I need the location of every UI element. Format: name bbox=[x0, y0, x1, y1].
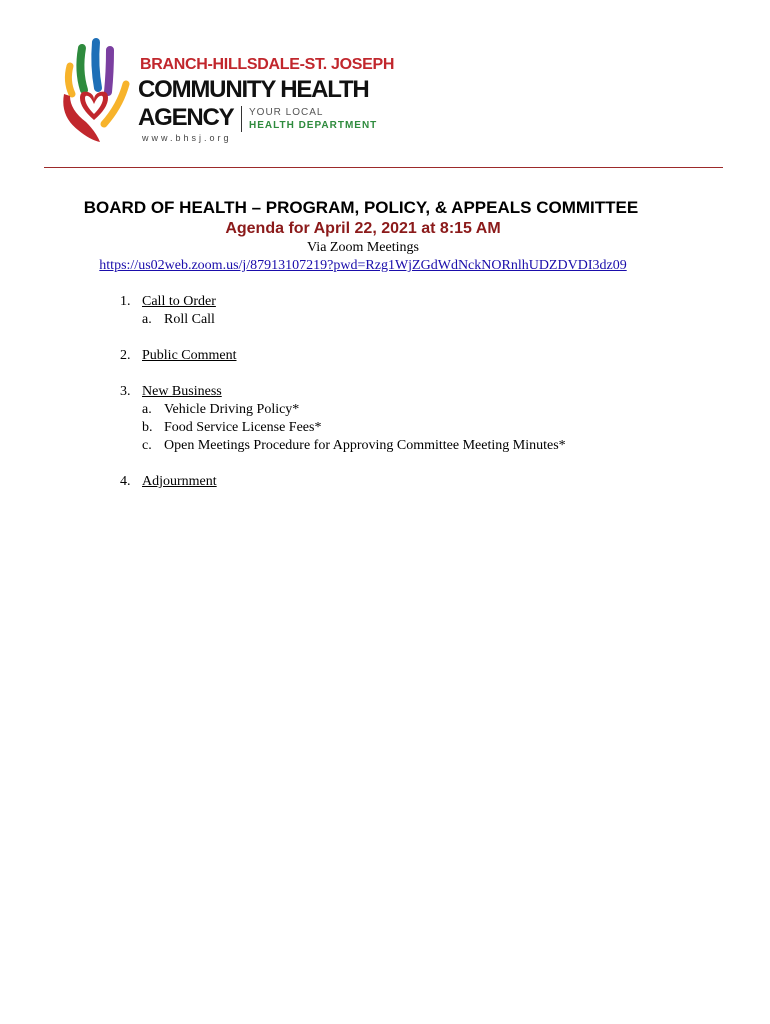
agenda-subitem bbox=[120, 437, 566, 455]
agenda-item-new-business bbox=[120, 383, 566, 455]
agenda-subitem-letter: a. bbox=[142, 312, 152, 327]
agenda-subitem-text: Vehicle Driving Policy* bbox=[164, 402, 300, 417]
agenda-list bbox=[120, 293, 566, 491]
org-name-line2: COMMUNITY HEALTH bbox=[138, 76, 369, 103]
agenda-subitem bbox=[120, 401, 566, 419]
agenda-subitem-letter: b. bbox=[142, 420, 153, 435]
agenda-subitem bbox=[120, 311, 566, 329]
agency-logo bbox=[56, 36, 395, 146]
meeting-method: Via Zoom Meetings bbox=[307, 240, 419, 255]
agenda-subitem-letter: a. bbox=[142, 402, 152, 417]
agenda-item-number: 3. bbox=[120, 384, 131, 399]
agenda-item-public-comment bbox=[120, 347, 566, 365]
tagline-line1: YOUR LOCAL bbox=[249, 107, 324, 118]
agenda-item-call-to-order bbox=[120, 293, 566, 329]
logo-divider bbox=[241, 106, 242, 132]
agenda-item-number: 2. bbox=[120, 348, 131, 363]
agenda-subitem-letter: c. bbox=[142, 438, 152, 453]
header-divider bbox=[44, 167, 723, 168]
agenda-subitem bbox=[120, 419, 566, 437]
website-text: www.bhsj.org bbox=[142, 133, 232, 143]
agenda-item-label: Adjournment bbox=[142, 474, 217, 489]
agenda-item-label: Public Comment bbox=[142, 348, 237, 363]
org-name-line1: BRANCH-HILLSDALE-ST. JOSEPH bbox=[140, 56, 395, 73]
org-name-line3: AGENCY bbox=[138, 104, 234, 131]
agenda-subitem-text: Roll Call bbox=[164, 312, 215, 327]
agenda-subitem-text: Open Meetings Procedure for Approving Committee Meeting Minutes* bbox=[164, 438, 566, 453]
agenda-item-number: 4. bbox=[120, 474, 131, 489]
agenda-item-label: Call to Order bbox=[142, 294, 216, 309]
document-title: BOARD OF HEALTH – PROGRAM, POLICY, & APPEALS COMMITTEE bbox=[83, 198, 639, 217]
agenda-item-label: New Business bbox=[142, 384, 222, 399]
hand-heart-logo-icon bbox=[56, 36, 140, 146]
agenda-subitem-text: Food Service License Fees* bbox=[164, 420, 322, 435]
zoom-meeting-link[interactable]: https://us02web.zoom.us/j/87913107219?pwd=Rzg1WjZGdWdNckNORnlhUDZDVDI3dz09 bbox=[99, 258, 627, 273]
agenda-item-adjournment bbox=[120, 473, 566, 491]
agenda-item-number: 1. bbox=[120, 294, 131, 309]
tagline-line2: HEALTH DEPARTMENT bbox=[249, 120, 378, 131]
agenda-date-heading: Agenda for April 22, 2021 at 8:15 AM bbox=[225, 220, 501, 237]
